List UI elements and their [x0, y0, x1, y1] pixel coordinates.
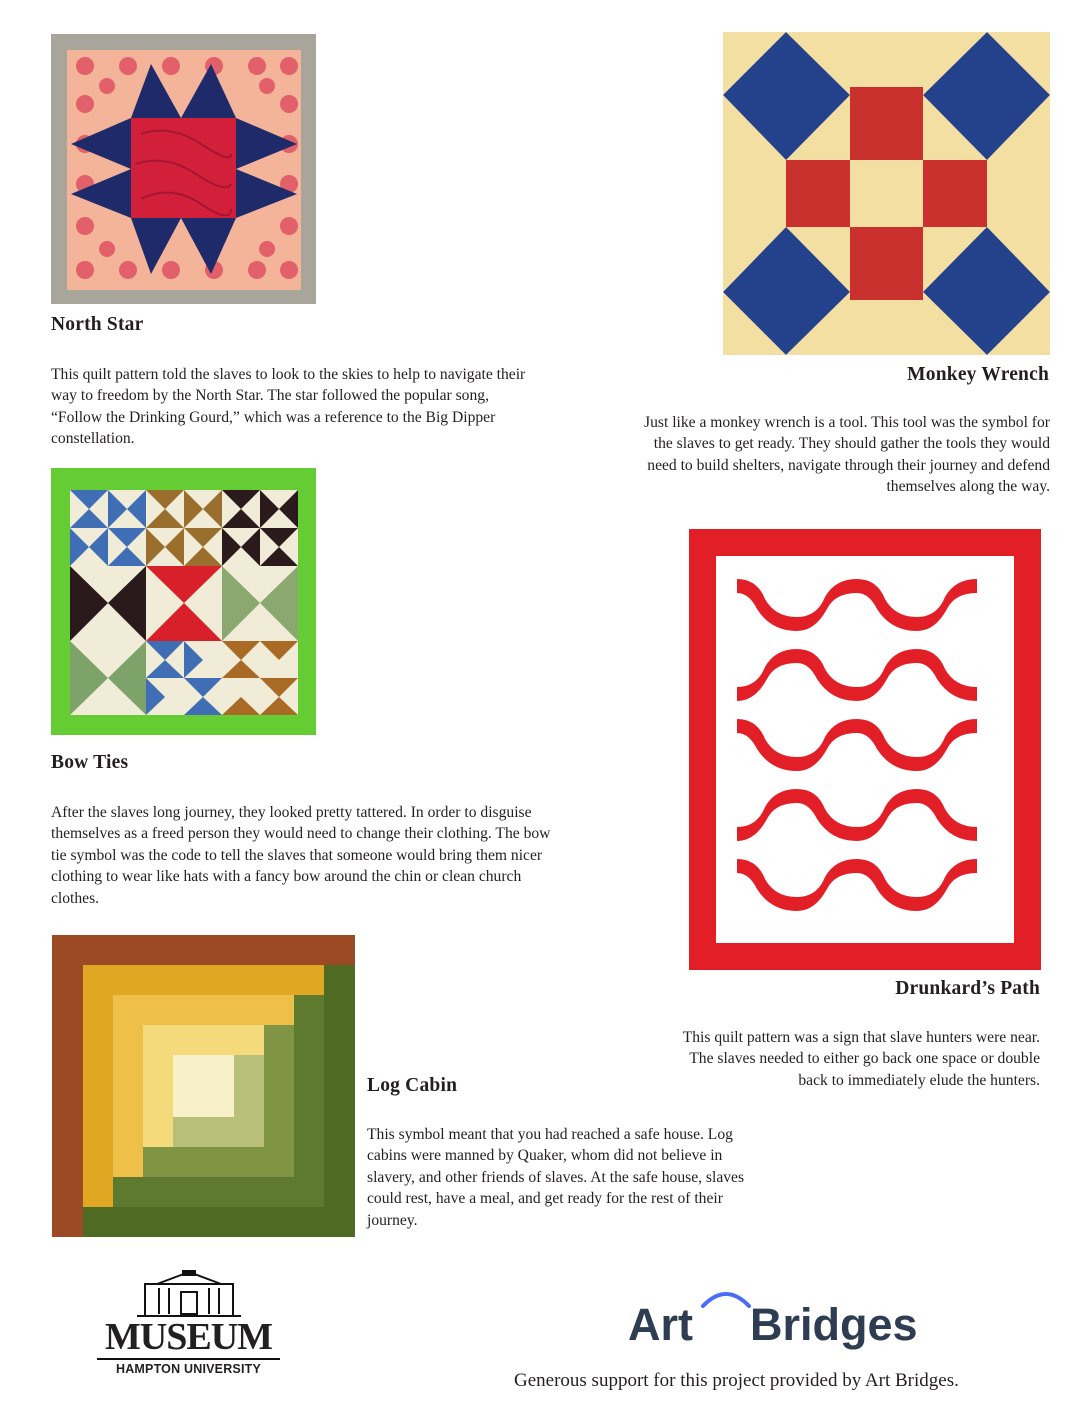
log-cabin-description-wrap: [367, 1124, 747, 1231]
monkey-wrench-title: Monkey Wrench: [907, 364, 1049, 385]
bridge-arc-icon: [700, 1288, 752, 1308]
drunkards-path-section: [700, 978, 1040, 1000]
museum-building-icon: [97, 1270, 280, 1318]
drunkards-path-description: This quilt pattern was a sign that slave hunters were near. The slaves needed to either go back one space or double back to immediately elude the hunters.: [682, 1029, 1040, 1089]
drunkards-path-description-wrap: [662, 1027, 1040, 1091]
monkey-wrench-quilt-image: [723, 32, 1050, 355]
north-star-quilt-image: [51, 34, 316, 304]
bow-ties-quilt-image: [51, 468, 316, 735]
hampton-museum-logo: [97, 1270, 280, 1376]
hampton-university-label: HAMPTON UNIVERSITY: [97, 1358, 280, 1376]
drunkards-path-title: Drunkard’s Path: [895, 978, 1040, 999]
bow-ties-section: [51, 752, 128, 774]
log-cabin-section: [367, 1075, 457, 1097]
monkey-wrench-description-wrap: [636, 412, 1050, 498]
bow-ties-description-wrap: [51, 802, 566, 909]
log-cabin-description: This symbol meant that you had reached a safe house. Log cabins were manned by Quaker, whom did not believe in slavery, and other friends of slaves. At the safe house, slaves could rest, have a meal, and get ready for the rest of their journey.: [367, 1126, 745, 1229]
museum-wordmark: MUSEUM: [104, 1316, 273, 1358]
drunkards-path-quilt-image: [689, 529, 1041, 970]
support-credit: Generous support for this project provided by Art Bridges.: [514, 1370, 959, 1391]
art-bridges-art-word: Art: [628, 1299, 693, 1350]
art-bridges-logo: [628, 1288, 928, 1358]
north-star-section: [51, 314, 143, 336]
north-star-description-wrap: [51, 364, 531, 450]
monkey-wrench-description: Just like a monkey wrench is a tool. This tool was the symbol for the slaves to get ready. They should gather the tools they would need to build shelters, navigate through their journey and defend themselves along the way.: [644, 414, 1050, 496]
log-cabin-quilt-image: [52, 935, 355, 1237]
bow-ties-title: Bow Ties: [51, 752, 129, 773]
monkey-wrench-section: [700, 364, 1049, 386]
art-bridges-bridges-word: Bridges: [750, 1299, 918, 1350]
north-star-title: North Star: [51, 314, 144, 335]
north-star-description: This quilt pattern told the slaves to look to the skies to help to navigate their way to freedom by the North Star. The star followed the popular song, “Follow the Drinking Gourd,” which was a reference to the Big Dipper constellation.: [51, 366, 526, 448]
log-cabin-title: Log Cabin: [367, 1075, 458, 1096]
bow-ties-description: After the slaves long journey, they looked pretty tattered. In order to disguise themselves as a freed person they would need to change their clothing. The bow tie symbol was the code to tell the slaves that someone would bring them nicer clothing to wear like hats with a fancy bow around the chin or clean church clothes.: [51, 804, 551, 907]
